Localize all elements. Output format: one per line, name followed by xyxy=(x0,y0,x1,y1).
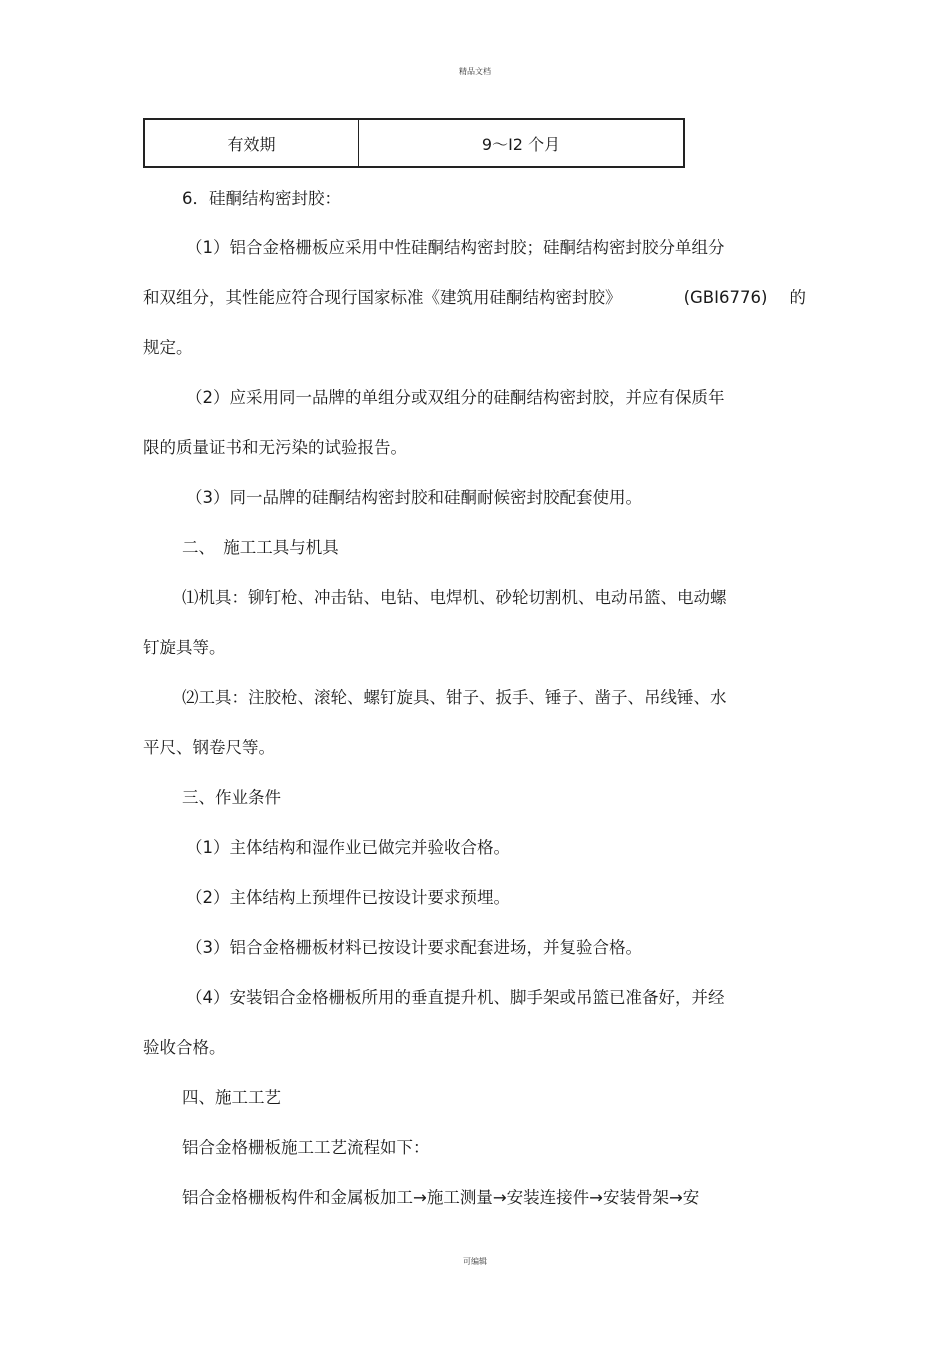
s4-intro: 铝合金格栅板施工工艺流程如下： xyxy=(182,1138,430,1157)
section-3-heading: 三、作业条件 xyxy=(182,788,281,807)
s3-item2: （2）主体结构上预埋件已按设计要求预埋。 xyxy=(186,888,510,907)
section-4-heading: 四、施工工艺 xyxy=(182,1088,281,1107)
s2-tools-line1: ⑵工具：注胶枪、滚轮、螺钉旋具、钳子、扳手、锤子、凿子、吊线锤、水 xyxy=(182,688,727,707)
s4-process-flow: 铝合金格栅板构件和金属板加工→施工测量→安装连接件→安装骨架→安 xyxy=(182,1188,700,1207)
s3-item4-line2: 验收合格。 xyxy=(143,1038,226,1057)
table-label-cell: 有效期 xyxy=(145,120,359,166)
s6-item2-line2: 限的质量证书和无污染的试验报告。 xyxy=(143,438,407,457)
s2-machines-line2: 钉旋具等。 xyxy=(143,638,226,657)
s6-item2-line1: （2）应采用同一品牌的单组分或双组分的硅酮结构密封胶，并应有保质年 xyxy=(186,388,725,407)
section-2-heading: 二、 施工工具与机具 xyxy=(182,538,339,557)
s6-item1-line2 xyxy=(143,288,806,308)
page-footer-mark: 可编辑 xyxy=(463,1257,487,1266)
validity-table xyxy=(143,118,685,168)
s3-item3: （3）铝合金格栅板材料已按设计要求配套进场，并复验合格。 xyxy=(186,938,642,957)
table-value-cell: 9～I2 个月 xyxy=(481,134,561,154)
s6-item1-line3: 规定。 xyxy=(143,338,193,357)
s6-item1-line2-end: 的 xyxy=(789,288,806,307)
s3-item1: （1）主体结构和湿作业已做完并验收合格。 xyxy=(186,838,510,857)
s6-item1-line2-text: 和双组分，其性能应符合现行国家标准《建筑用硅酮结构密封胶》 xyxy=(143,288,622,307)
s3-item4-line1: （4）安装铝合金格栅板所用的垂直提升机、脚手架或吊篮已准备好，并经 xyxy=(186,988,725,1007)
s2-tools-line2: 平尺、钢卷尺等。 xyxy=(143,738,275,757)
section-6-heading: 6．硅酮结构密封胶： xyxy=(182,189,341,208)
s6-item3: （3）同一品牌的硅酮结构密封胶和硅酮耐候密封胶配套使用。 xyxy=(186,488,642,507)
s6-item1-standard-code: (GBI6776) xyxy=(683,288,768,307)
s6-item1-line1: （1）铝合金格栅板应采用中性硅酮结构密封胶；硅酮结构密封胶分单组分 xyxy=(186,238,725,257)
page-header-mark: 精品文档 xyxy=(459,67,491,76)
s2-machines-line1: ⑴机具：铆钉枪、冲击钻、电钻、电焊机、砂轮切割机、电动吊篮、电动螺 xyxy=(182,588,727,607)
